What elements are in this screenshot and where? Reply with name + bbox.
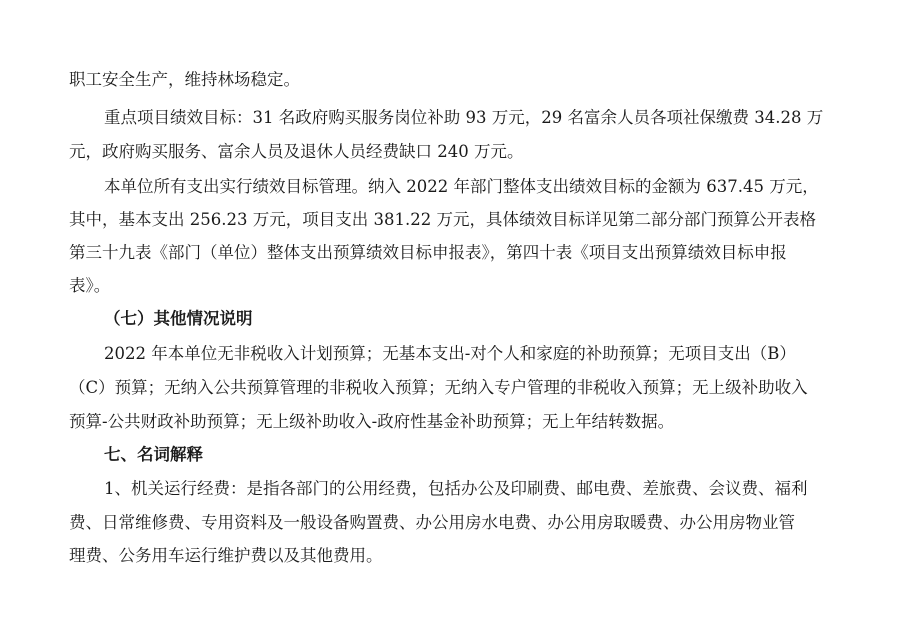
paragraph-line: 元，政府购买服务、富余人员及退休人员经费缺口 240 万元。 — [69, 142, 524, 161]
paragraph-line: （C）预算；无纳入公共预算管理的非税收入预算；无纳入专户管理的非税收入预算；无上级补助收入 — [69, 378, 808, 397]
subsection-heading: （七）其他情况说明 — [104, 309, 253, 328]
paragraph-line: 表》。 — [69, 276, 111, 295]
paragraph-line: 第三十九表《部门（单位）整体支出预算绩效目标申报表》，第四十表《项目支出预算绩效目标申报 — [69, 243, 787, 262]
paragraph-line: 本单位所有支出实行绩效目标管理。纳入 2022 年部门整体支出绩效目标的金额为 637.45 万元， — [104, 177, 819, 196]
paragraph-line: 理费、公务用车运行维护费以及其他费用。 — [69, 546, 383, 565]
paragraph-line: 1、机关运行经费：是指各部门的公用经费，包括办公及印刷费、邮电费、差旅费、会议费、福利 — [104, 479, 808, 498]
paragraph-line: 费、日常维修费、专用资料及一般设备购置费、办公用房水电费、办公用房取暖费、办公用房物业管 — [69, 513, 795, 532]
paragraph-line: 重点项目绩效目标：31 名政府购买服务岗位补助 93 万元，29 名富余人员各项社保缴费 34.28 万 — [104, 108, 824, 127]
paragraph-line: 预算-公共财政补助预算；无上级补助收入-政府性基金补助预算；无上年结转数据。 — [69, 412, 675, 431]
paragraph-line: 其中，基本支出 256.23 万元，项目支出 381.22 万元，具体绩效目标详见第二部分部门预算公开表格 — [69, 210, 816, 229]
paragraph-line: 2022 年本单位无非税收入计划预算；无基本支出-对个人和家庭的补助预算；无项目支出（B） — [104, 344, 796, 363]
section-heading: 七、名词解释 — [104, 445, 203, 464]
paragraph-line: 职工安全生产，维持林场稳定。 — [69, 70, 300, 89]
